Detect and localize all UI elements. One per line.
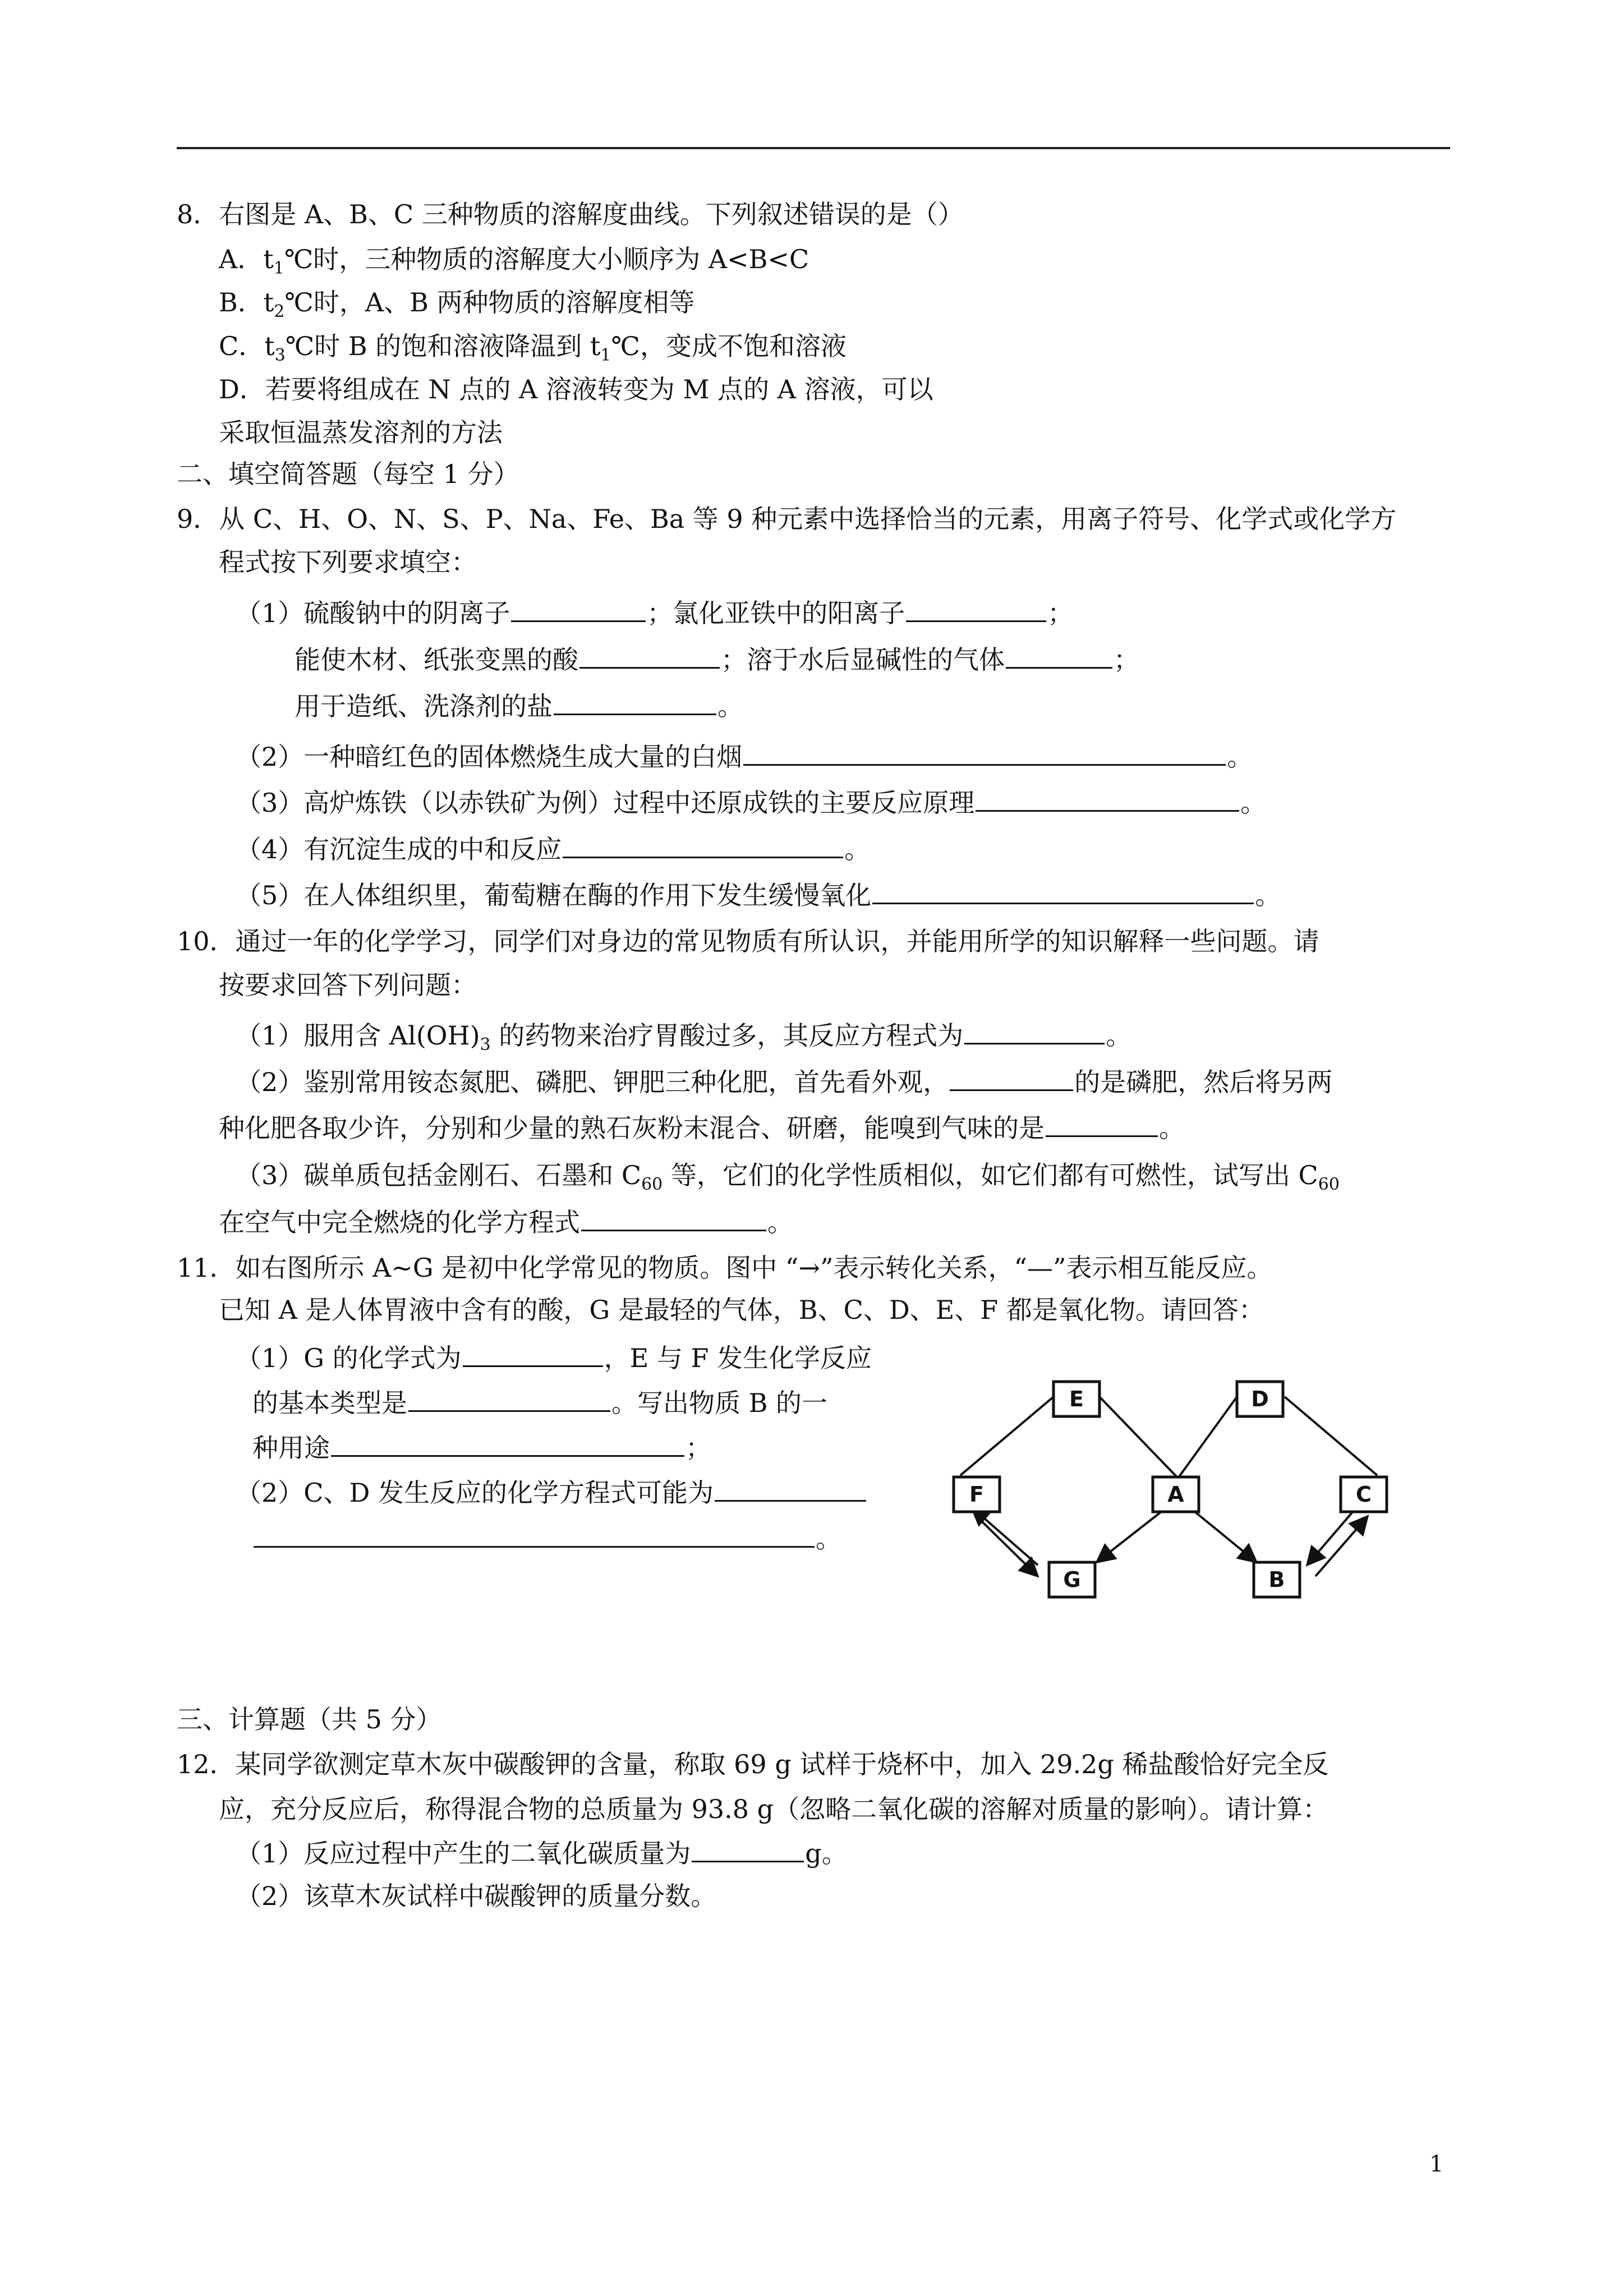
answer-blank[interactable] [1006, 642, 1112, 669]
answer-blank[interactable] [463, 1341, 603, 1367]
arrow-a-b [1195, 1512, 1257, 1562]
q10-part1: （1）服用含 $Al(OH)_3$ 的药物来治疗胃酸过多，其反应方程式为 。 [236, 1018, 1131, 1052]
q8-stem: 8．右图是 A、B、C 三种物质的溶解度曲线。下列叙述错误的是（） [177, 199, 964, 229]
section-2-heading: 二、填空简答题（每空 1 分） [177, 459, 519, 489]
page-number: 1 [1429, 2151, 1444, 2177]
node-a-label: A [1167, 1482, 1184, 1507]
answer-blank[interactable] [408, 1386, 610, 1412]
node-f-label: F [969, 1482, 984, 1507]
node-b-label: B [1268, 1567, 1285, 1592]
answer-blank[interactable] [715, 1475, 866, 1502]
header-rule [177, 147, 1450, 149]
q8-option-c: C．$t_3℃$时 B 的饱和溶液降温到 $t_1℃$，变成不饱和溶液 [219, 331, 846, 365]
q11-part2-cont: 。 [252, 1521, 841, 1556]
arrow-f-g [979, 1519, 1038, 1576]
edge-d-a [1178, 1397, 1237, 1478]
q12-stem: 12．某同学欲测定草木灰中碳酸钾的含量，称取 69 g 试样于烧杯中，加入 29.2g 稀盐酸恰好完全反 [177, 1749, 1329, 1779]
q8-option-d: D．若要将组成在 N 点的 A 溶液转变为 M 点的 A 溶液，可以 [219, 374, 933, 404]
answer-blank[interactable] [950, 1065, 1073, 1091]
q10-part2-line2: 种化肥各取少许，分别和少量的熟石灰粉末混合、研磨，能嗅到气味的是 。 [219, 1111, 1185, 1145]
edge-e-a [1099, 1397, 1178, 1478]
q9-part5: （5）在人体组织里，葡萄糖在酶的作用下发生缓慢氧化 。 [236, 878, 1281, 912]
q9-part2: （2）一种暗红色的固体燃烧生成大量的白烟 。 [236, 739, 1253, 774]
answer-blank[interactable] [554, 689, 716, 715]
answer-blank[interactable] [906, 596, 1046, 622]
answer-blank[interactable] [692, 1836, 804, 1862]
answer-blank[interactable] [331, 1430, 684, 1457]
q10-part2-line1: （2）鉴别常用铵态氮肥、磷肥、钾肥三种化肥，首先看外观， 的是磷肥，然后将另两 [236, 1065, 1332, 1099]
edge-e-f [960, 1397, 1053, 1475]
answer-blank[interactable] [254, 1521, 815, 1548]
answer-blank[interactable] [743, 739, 1226, 766]
node-d-label: D [1251, 1387, 1269, 1411]
q10-stem-cont: 按要求回答下列问题： [219, 970, 477, 1000]
node-g-label: G [1063, 1567, 1081, 1592]
q8-option-a: A．$t_1℃$时，三种物质的溶解度大小顺序为 A<B<C [219, 244, 809, 278]
q11-stem: 11．如右图所示 A~G 是初中化学常见的物质。图中 “→”表示转化关系，“—”表示相互能反应。 [177, 1253, 1273, 1283]
answer-blank[interactable] [563, 832, 843, 858]
q10-part3-line2: 在空气中完全燃烧的化学方程式 。 [219, 1205, 793, 1239]
node-c-label: C [1356, 1482, 1372, 1507]
answer-blank[interactable] [872, 878, 1254, 904]
q11-part1-line1: （1）G 的化学式为 ，E 与 F 发生化学反应 [236, 1341, 872, 1375]
answer-blank[interactable] [579, 642, 720, 669]
q12-stem-cont: 应，充分反应后，称得混合物的总质量为 93.8 g（忽略二氧化碳的溶解对质量的影响）。请计算： [219, 1794, 1329, 1824]
q10-part3-line1: （3）碳单质包括金刚石、石墨和 $C_{60}$ 等，它们的化学性质相似，如它们都有可燃性，试写出 $C_{60}$ [236, 1160, 1340, 1194]
answer-blank[interactable] [581, 1205, 766, 1231]
q9-part1-line1: （1）硫酸钠中的阴离子 ；氯化亚铁中的阳离子 ； [236, 596, 1073, 630]
answer-blank[interactable] [511, 596, 646, 622]
q9-part1-line3: 用于造纸、洗涤剂的盐 。 [295, 689, 743, 723]
edge-d-c [1285, 1397, 1377, 1475]
answer-blank[interactable] [964, 1018, 1105, 1045]
arrow-g-f [972, 1507, 1038, 1565]
answer-blank[interactable] [976, 785, 1239, 812]
q11-part1-line2: 的基本类型是 。写出物质 B 的一 [252, 1386, 827, 1420]
answer-blank[interactable] [1046, 1111, 1158, 1137]
arrow-a-g [1097, 1512, 1161, 1562]
q9-part4: （4）有沉淀生成的中和反应 。 [236, 832, 870, 866]
q9-stem: 9．从 C、H、O、N、S、P、Na、Fe、Ba 等 9 种元素中选择恰当的元素，用离子符号、化学式或化学方 [177, 504, 1397, 534]
q9-part1-line2: 能使木材、纸张变黑的酸 ；溶于水后显碱性的气体 ； [295, 642, 1139, 677]
q10-stem: 10．通过一年的化学学习，同学们对身边的常见物质有所认识，并能用所学的知识解释一些问题。请 [177, 926, 1319, 956]
q11-part2: （2）C、D 发生反应的化学方程式可能为 [236, 1475, 867, 1510]
q8-option-b: B．$t_2℃$时，A、B 两种物质的溶解度相等 [219, 287, 695, 321]
q12-part1: （1）反应过程中产生的二氧化碳质量为 g。 [236, 1836, 848, 1870]
q12-part2: （2）该草木灰试样中碳酸钾的质量分数。 [236, 1881, 717, 1911]
q11-part1-line3: 种用途 ； [252, 1430, 711, 1465]
node-e-label: E [1069, 1387, 1084, 1411]
q11-stem-cont: 已知 A 是人体胃液中含有的酸，G 是最轻的气体，B、C、D、E、F 都是氧化物。请回答： [219, 1295, 1264, 1325]
q8-option-d-cont: 采取恒温蒸发溶剂的方法 [219, 417, 503, 448]
q9-part3: （3）高炉炼铁（以赤铁矿为例）过程中还原成铁的主要反应原理 。 [236, 785, 1266, 820]
q9-stem-cont: 程式按下列要求填空： [219, 547, 477, 577]
substance-relation-diagram [948, 1377, 1397, 1602]
section-3-heading: 三、计算题（共 5 分） [177, 1704, 442, 1734]
